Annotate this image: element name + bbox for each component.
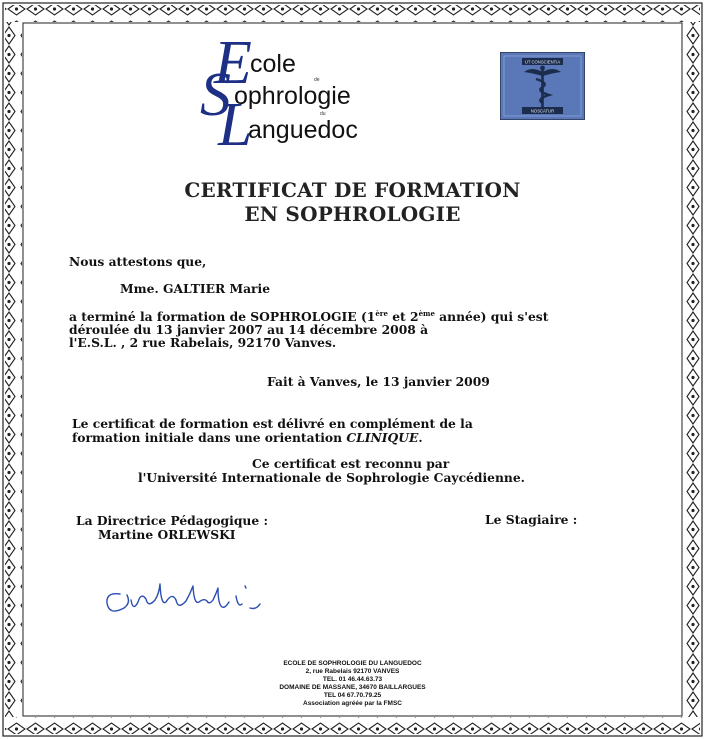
handwritten-signature-icon [100, 572, 265, 622]
logo-initial-l: L [218, 91, 253, 159]
completion-line3: l'E.S.L. , 2 rue Rabelais, 92170 Vanves. [69, 335, 337, 350]
recipient-name: Mme. GALTIER Marie [120, 281, 271, 296]
logo-initial-e: E [214, 29, 252, 97]
completion-line2: déroulée du 13 janvier 2007 au 14 décembre 2008 à [69, 322, 429, 337]
logo-word-languedoc: anguedoc [248, 116, 358, 144]
complement-line2: formation initiale dans une orientation CLINIQUE. [72, 430, 423, 445]
completion-line1: a terminé la formation de SOPHROLOGIE (1ère et 2ème année) qui s'est [69, 309, 549, 325]
logo-initial-s: S [200, 61, 231, 129]
complement-line1: Le certificat de formation est délivré en complément de la [72, 416, 473, 431]
trainee-label: Le Stagiaire : [485, 512, 578, 527]
footer-address-baillargues: DOMAINE DE MASSANE, 34670 BAILLARGUES [279, 684, 426, 691]
footer-school-name: ECOLE DE SOPHROLOGIE DU LANGUEDOC [283, 660, 422, 667]
director-name: Martine ORLEWSKI [98, 527, 236, 542]
recognition-line1: Ce certificat est reconnu par [252, 456, 450, 471]
school-logo [200, 29, 440, 159]
logo-word-ophrologie: ophrologie [234, 82, 351, 110]
footer-phone-vanves: TEL. 01 46.44.63.73 [322, 676, 383, 683]
certificate-title-line1: CERTIFICAT DE FORMATION [184, 178, 521, 202]
certificate-title-line2: EN SOPHROLOGIE [244, 202, 461, 226]
place-date: Fait à Vanves, le 13 janvier 2009 [267, 374, 490, 389]
logo-word-cole: cole [250, 50, 296, 78]
footer-address-vanves: 2, rue Rabelais 92170 VANVES [305, 668, 400, 675]
footer-association: Association agréée par la FMSC [303, 700, 402, 707]
caduceus-emblem-icon [500, 52, 585, 120]
footer-phone-baillargues: TEL 04 67.70.79.25 [323, 692, 382, 699]
recognition-line2: l'Université Internationale de Sophrologie Caycédienne. [138, 470, 525, 485]
logo-word-du: du [320, 111, 326, 117]
emblem-bottom-text: NOSCATUR [530, 108, 555, 114]
attest-text: Nous attestons que, [69, 254, 207, 269]
emblem-top-text: UT CONSCIENTIA [524, 59, 561, 65]
director-label: La Directrice Pédagogique : [76, 513, 269, 528]
logo-word-de: de [314, 77, 320, 83]
